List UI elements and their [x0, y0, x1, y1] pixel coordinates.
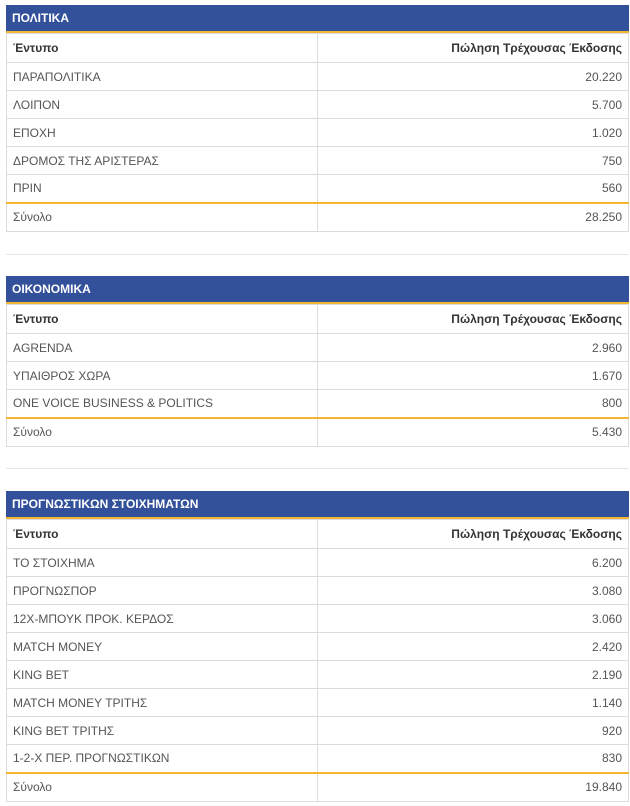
- total-value: 28.250: [318, 203, 629, 232]
- sales-value: 5.700: [318, 91, 629, 119]
- sales-value: 750: [318, 147, 629, 175]
- table-row: [7, 661, 629, 689]
- table-row: [7, 689, 629, 717]
- publication-name: 12X-ΜΠΟΥΚ ΠΡΟΚ. ΚΕΡΔΟΣ: [7, 605, 318, 633]
- table-row: [7, 362, 629, 390]
- table-row: [7, 147, 629, 175]
- table-header-row: [7, 305, 629, 334]
- sales-value: 800: [318, 390, 629, 418]
- sales-value: 3.080: [318, 577, 629, 605]
- publication-name: ΥΠΑΙΘΡΟΣ ΧΩΡΑ: [7, 362, 318, 390]
- publication-name: AGRENDA: [7, 334, 318, 362]
- total-row: [7, 418, 629, 447]
- publication-name: KING BET: [7, 661, 318, 689]
- publication-name: ΔΡΟΜΟΣ ΤΗΣ ΑΡΙΣΤΕΡΑΣ: [7, 147, 318, 175]
- table-header-row: [7, 520, 629, 549]
- publication-name: ΠΡΟΓΝΩΣΠΟΡ: [7, 577, 318, 605]
- column-header-sales: Πώληση Τρέχουσας Έκδοσης: [318, 34, 629, 63]
- column-header-publication: Έντυπο: [7, 305, 318, 334]
- publication-name: MATCH MONEY: [7, 633, 318, 661]
- column-header-publication: Έντυπο: [7, 34, 318, 63]
- publication-name: ΠΑΡΑΠΟΛΙΤΙΚΑ: [7, 63, 318, 91]
- sales-value: 2.960: [318, 334, 629, 362]
- section-title: ΠΟΛΙΤΙΚΑ: [6, 5, 629, 33]
- table-row: [7, 119, 629, 147]
- section-prognostika: [6, 491, 629, 802]
- table-row: [7, 549, 629, 577]
- publication-name: ΛΟΙΠΟΝ: [7, 91, 318, 119]
- column-header-sales: Πώληση Τρέχουσας Έκδοσης: [318, 520, 629, 549]
- total-row: [7, 203, 629, 232]
- section-divider: [6, 254, 629, 255]
- publication-name: ΕΠΟΧΗ: [7, 119, 318, 147]
- total-label: Σύνολο: [7, 773, 318, 802]
- publication-name: ONE VOICE BUSINESS & POLITICS: [7, 390, 318, 418]
- sales-value: 1.140: [318, 689, 629, 717]
- table-row: [7, 63, 629, 91]
- publication-name: ΤΟ ΣΤΟΙΧΗΜΑ: [7, 549, 318, 577]
- sales-table: [6, 33, 629, 232]
- sales-table: [6, 519, 629, 802]
- sales-value: 560: [318, 175, 629, 203]
- table-row: [7, 334, 629, 362]
- table-row: [7, 633, 629, 661]
- total-row: [7, 773, 629, 802]
- sales-value: 6.200: [318, 549, 629, 577]
- table-row: [7, 605, 629, 633]
- sales-table: [6, 304, 629, 447]
- total-value: 5.430: [318, 418, 629, 447]
- table-row: [7, 390, 629, 418]
- sales-value: 920: [318, 717, 629, 745]
- section-title: ΠΡΟΓΝΩΣΤΙΚΩΝ ΣΤΟΙΧΗΜΑΤΩΝ: [6, 491, 629, 519]
- section-politika: [6, 5, 629, 232]
- table-row: [7, 745, 629, 773]
- publication-name: ΠΡΙΝ: [7, 175, 318, 203]
- sales-value: 830: [318, 745, 629, 773]
- sales-value: 3.060: [318, 605, 629, 633]
- total-value: 19.840: [318, 773, 629, 802]
- publication-name: KING BET ΤΡΙΤΗΣ: [7, 717, 318, 745]
- section-oikonomika: [6, 276, 629, 447]
- total-label: Σύνολο: [7, 418, 318, 447]
- sales-value: 20.220: [318, 63, 629, 91]
- column-header-sales: Πώληση Τρέχουσας Έκδοσης: [318, 305, 629, 334]
- section-title: ΟΙΚΟΝΟΜΙΚΑ: [6, 276, 629, 304]
- table-header-row: [7, 34, 629, 63]
- publication-name: MATCH MONEY ΤΡΙΤΗΣ: [7, 689, 318, 717]
- total-label: Σύνολο: [7, 203, 318, 232]
- table-row: [7, 717, 629, 745]
- table-row: [7, 175, 629, 203]
- section-divider: [6, 468, 629, 469]
- table-row: [7, 91, 629, 119]
- sales-value: 1.670: [318, 362, 629, 390]
- column-header-publication: Έντυπο: [7, 520, 318, 549]
- table-row: [7, 577, 629, 605]
- sales-value: 2.190: [318, 661, 629, 689]
- publication-name: 1-2-X ΠΕΡ. ΠΡΟΓΝΩΣΤΙΚΩΝ: [7, 745, 318, 773]
- sales-value: 2.420: [318, 633, 629, 661]
- sales-value: 1.020: [318, 119, 629, 147]
